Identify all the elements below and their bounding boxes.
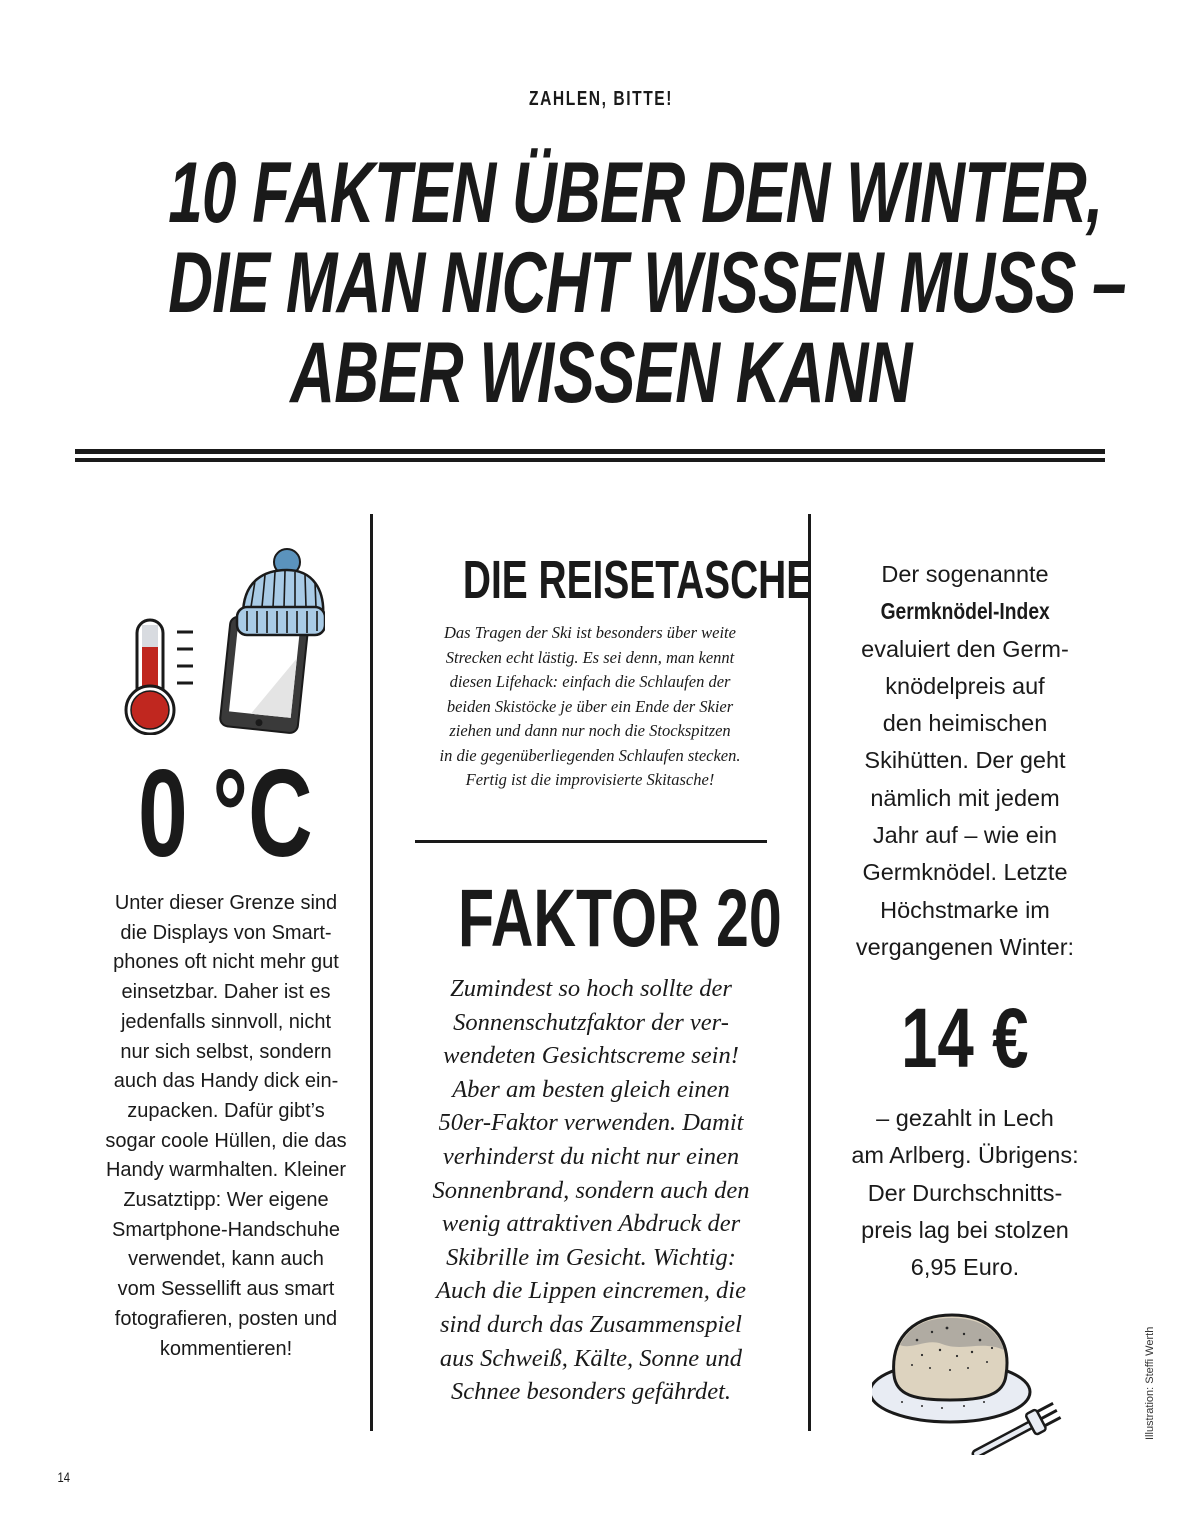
body-line: vom Sessellift aus smart — [117, 1278, 335, 1301]
double-rule-top — [75, 449, 1105, 454]
dumpling-icon — [872, 1300, 1072, 1455]
body-line: ziehen und dann nur noch die Stockspitzen — [449, 721, 731, 740]
germknoedel-outro — [830, 1100, 1100, 1286]
price-stat: 14 € — [901, 991, 1029, 1085]
body-line: den heimischen — [882, 710, 1048, 737]
column-divider-right — [808, 514, 811, 1431]
body-line: verwendet, kann auch — [128, 1248, 324, 1271]
body-line: wenig attraktiven Abdruck der — [441, 1210, 741, 1238]
body-line: Skihütten. Der geht — [864, 747, 1066, 774]
kicker: ZAHLEN, BITTE! — [528, 88, 674, 110]
body-line: Aber am besten gleich einen — [452, 1075, 730, 1103]
column-divider-left — [370, 514, 373, 1431]
body-line: Das Tragen der Ski ist besonders über weite — [444, 623, 736, 642]
body-line: nämlich mit jedem — [870, 784, 1060, 811]
page-title — [0, 145, 1202, 421]
body-line: wendeten Gesichtscreme sein! — [443, 1042, 739, 1070]
body-line: Unter dieser Grenze sind — [114, 892, 338, 914]
body-line: Sonnenbrand, sondern auch den — [432, 1176, 750, 1204]
body-line: auch das Handy dick ein- — [113, 1070, 339, 1093]
body-line: phones oft nicht mehr gut — [113, 951, 339, 974]
body-line: kommentieren! — [159, 1337, 293, 1360]
body-line: nur sich selbst, sondern — [120, 1040, 332, 1063]
headline-line: ABER WISSEN KANN — [290, 325, 912, 421]
thermometer-phone-illustration — [115, 545, 325, 735]
body-line: aus Schweiß, Kälte, Sonne und — [439, 1344, 743, 1372]
body-line: 50er-Faktor verwenden. Damit — [438, 1109, 744, 1137]
body-line: sogar coole Hüllen, die das — [105, 1129, 347, 1152]
body-line: einsetzbar. Daher ist es — [121, 981, 331, 1004]
body-line: – gezahlt in Lech — [876, 1105, 1054, 1131]
body-line: verhinderst du nicht nur einen — [442, 1142, 740, 1170]
germknoedel-illustration — [872, 1300, 1072, 1455]
body-line: Der sogenannte — [881, 561, 1049, 587]
reisetasche-heading: DIE REISETASCHE — [462, 550, 813, 610]
germknoedel-index-term: Germknödel-Index — [880, 598, 1050, 625]
illustration-credit: Illustration: Steffi Werth — [1144, 1326, 1156, 1440]
faktor-body — [405, 972, 777, 1409]
body-line: Auch die Lippen eincremen, die — [435, 1277, 746, 1305]
body-line: Höchstmarke im — [880, 896, 1050, 923]
body-line: knödelpreis auf — [885, 672, 1045, 699]
body-line: Smartphone-Handschuhe — [112, 1218, 340, 1241]
faktor-heading: FAKTOR 20 — [457, 873, 782, 964]
body-line: Zumindest so hoch sollte der — [450, 975, 732, 1002]
body-line: Der Durchschnitts- — [867, 1179, 1063, 1206]
headline-line: DIE MAN NICHT WISSEN MUSS – — [168, 235, 1126, 331]
body-line: die Displays von Smart- — [120, 921, 332, 944]
left-body-text — [85, 889, 367, 1364]
body-line: Germknödel. Letzte — [862, 859, 1068, 886]
body-line: vergangenen Winter: — [855, 933, 1075, 960]
section-divider — [415, 840, 767, 843]
body-line: preis lag bei stolzen — [861, 1216, 1069, 1243]
body-line: in die gegenüberliegenden Schlaufen stecken. — [439, 745, 741, 765]
body-line: Schnee besonders gefährdet. — [450, 1378, 732, 1406]
body-line: Zusatztipp: Wer eigene — [123, 1189, 329, 1212]
headline-line: 10 FAKTEN ÜBER DEN WINTER, — [168, 145, 1103, 241]
page-number: 14 — [57, 1469, 71, 1485]
body-line: fotografieren, posten und — [114, 1307, 338, 1330]
double-rule-bottom — [75, 458, 1105, 462]
body-line: Strecken echt lästig. Es sei denn, man kennt — [445, 647, 735, 667]
body-line: Jahr auf – wie ein — [872, 822, 1058, 849]
reisetasche-body — [405, 621, 775, 793]
germknoedel-intro — [830, 556, 1100, 966]
body-line: Fertig ist die improvisierte Skitasche! — [465, 770, 715, 789]
body-line: Sonnenschutzfaktor der ver- — [453, 1008, 729, 1036]
body-line: evaluiert den Germ- — [861, 635, 1069, 662]
body-line: Skibrille im Gesicht. Wichtig: — [446, 1243, 736, 1271]
temperature-stat: 0 °C — [137, 745, 313, 883]
body-line: Handy warmhalten. Kleiner — [105, 1159, 347, 1182]
thermometer-icon — [115, 545, 325, 735]
body-line: 6,95 Euro. — [910, 1254, 1020, 1281]
body-line: jedenfalls sinnvoll, nicht — [120, 1010, 332, 1033]
body-line: am Arlberg. Übrigens: — [851, 1142, 1079, 1169]
body-line: sind durch das Zusammenspiel — [440, 1310, 742, 1338]
body-line: zupacken. Dafür gibt’s — [127, 1099, 325, 1122]
body-line: diesen Lifehack: einfach die Schlaufen der — [449, 672, 731, 691]
body-line: beiden Skistöcke je über ein Ende der Skier — [446, 696, 734, 716]
